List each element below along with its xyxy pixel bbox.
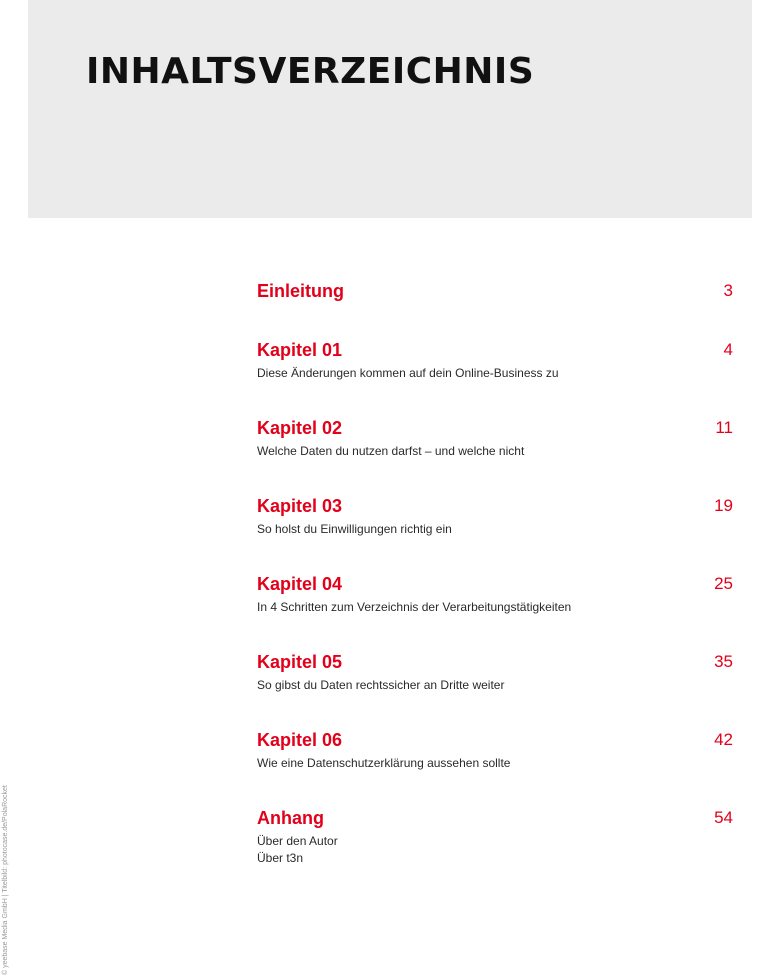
toc-entry-kapitel-05[interactable] <box>257 651 733 694</box>
toc-heading[interactable]: Kapitel 03 <box>257 496 343 516</box>
toc-subtitle: Diese Änderungen kommen auf dein Online-Business zu <box>257 366 559 380</box>
toc-subtitle: So holst du Einwilligungen richtig ein <box>257 522 452 536</box>
image-credit-text: © yeebase Media GmbH | Titelbild: photocase.de/PolaRocket <box>2 785 9 975</box>
toc-page-number: 42 <box>714 730 733 749</box>
toc-heading[interactable]: Kapitel 02 <box>257 418 343 438</box>
toc-entry-anhang[interactable] <box>257 807 733 867</box>
toc-page-number: 19 <box>714 496 733 515</box>
image-credit <box>1 750 13 975</box>
toc-subtitle: Über den Autor <box>257 834 338 848</box>
toc-entry-kapitel-04[interactable] <box>257 573 733 616</box>
toc-subtitle: Über t3n <box>257 851 304 865</box>
header-band <box>28 0 752 218</box>
toc-heading[interactable]: Kapitel 05 <box>257 652 343 672</box>
toc-heading[interactable]: Kapitel 01 <box>257 340 343 360</box>
toc-entry-kapitel-02[interactable] <box>257 417 733 460</box>
toc-page-number: 35 <box>714 652 733 671</box>
toc-page-number: 25 <box>714 574 733 593</box>
toc-heading[interactable]: Kapitel 04 <box>257 574 343 594</box>
toc-entry-kapitel-01[interactable] <box>257 339 733 382</box>
toc-page-number: 4 <box>723 340 733 359</box>
toc-subtitle: Welche Daten du nutzen darfst – und welche nicht <box>257 444 525 458</box>
page-title: INHALTSVERZEICHNIS <box>86 51 535 92</box>
toc-heading[interactable]: Kapitel 06 <box>257 730 343 750</box>
toc-entry-kapitel-03[interactable] <box>257 495 733 538</box>
toc-heading[interactable]: Anhang <box>257 808 324 828</box>
toc-page-number: 54 <box>714 808 733 827</box>
toc-subtitle: So gibst du Daten rechtssicher an Dritte weiter <box>257 678 505 692</box>
toc-page-number: 11 <box>715 418 733 437</box>
toc-entry-einleitung[interactable] <box>257 280 733 302</box>
toc-subtitle: Wie eine Datenschutzerklärung aussehen sollte <box>257 756 511 770</box>
toc-heading[interactable]: Einleitung <box>257 281 344 301</box>
toc-page-number: 3 <box>723 281 733 300</box>
toc-entry-kapitel-06[interactable] <box>257 729 733 772</box>
toc-subtitle: In 4 Schritten zum Verzeichnis der Verarbeitungstätigkeiten <box>257 600 572 614</box>
